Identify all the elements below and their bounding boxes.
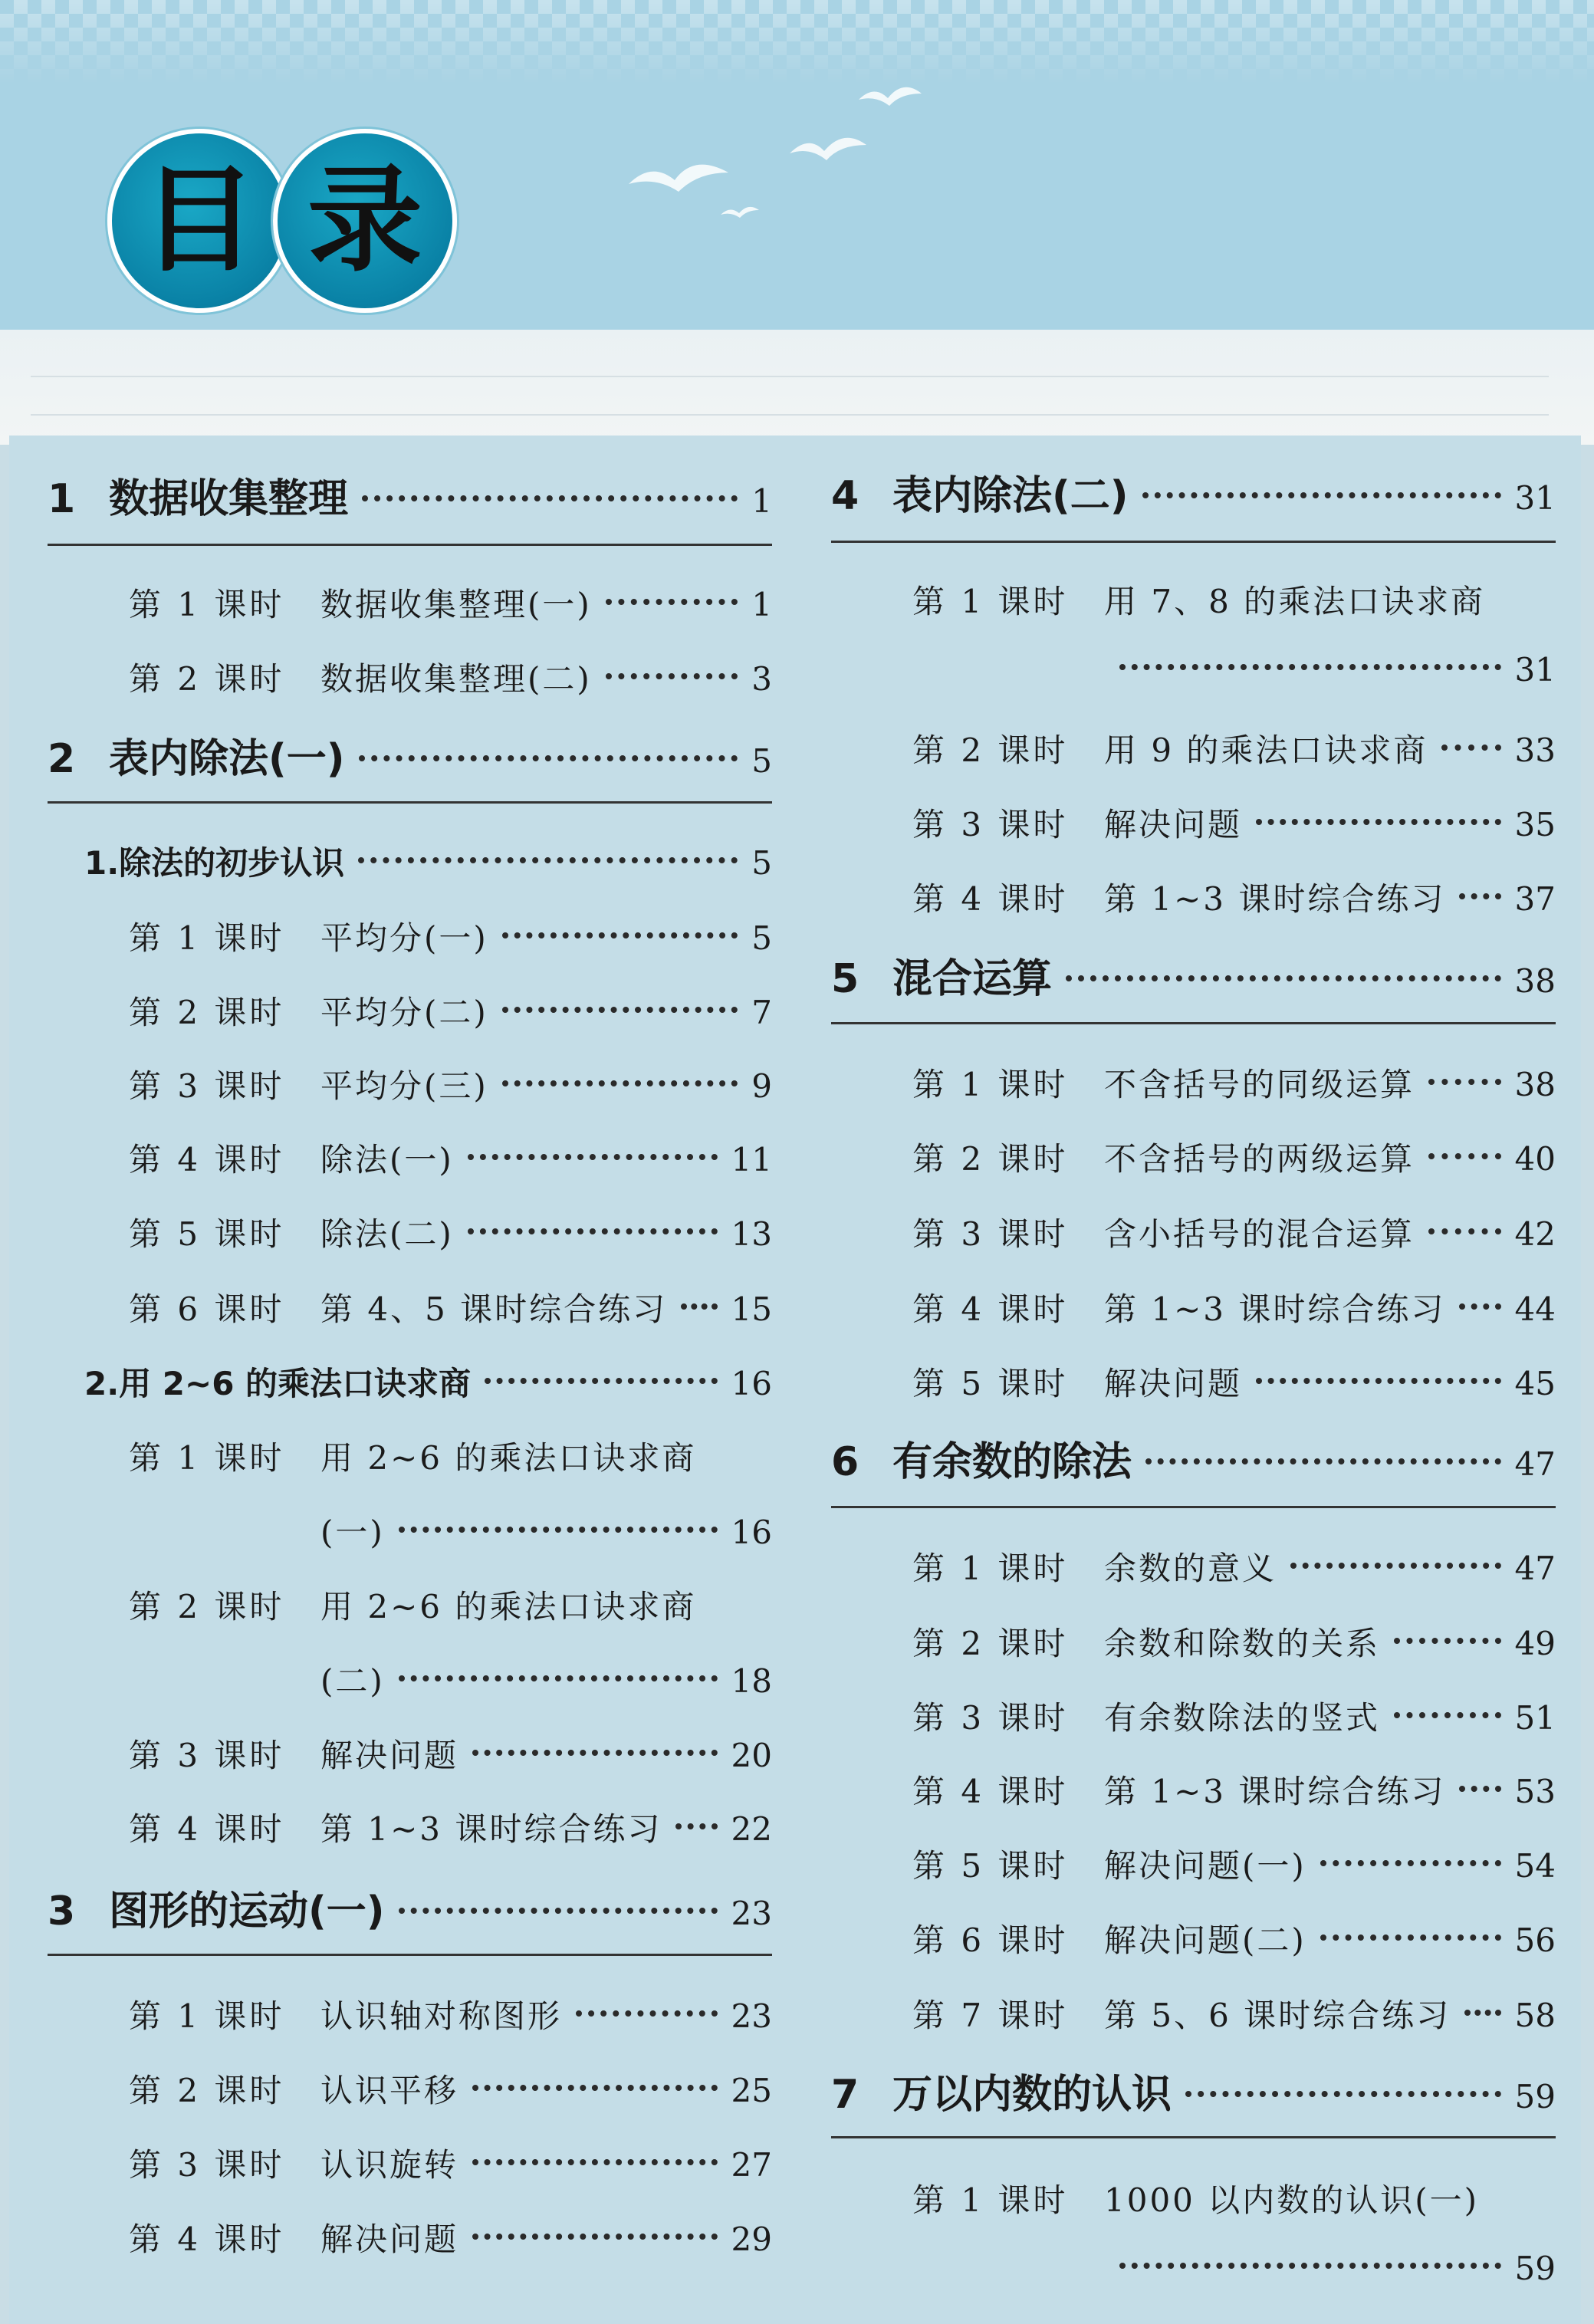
page-number: 5 — [751, 844, 772, 882]
page-number: 45 — [1514, 1365, 1556, 1402]
dot-leader — [502, 932, 738, 938]
lesson-label: 第 6 课时 — [912, 1921, 1069, 1959]
dot-leader — [1394, 1712, 1501, 1718]
toc-lesson[interactable] — [912, 1693, 1556, 1739]
lesson-title: 除法(一) — [320, 1141, 454, 1178]
lesson-label: 第 3 课时 — [912, 1215, 1069, 1253]
lesson-label: 第 6 课时 — [129, 1290, 285, 1328]
dot-leader — [399, 1908, 718, 1914]
lesson-title: 解决问题 — [320, 1737, 459, 1774]
page-number: 38 — [1514, 1066, 1556, 1103]
dot-leader — [1320, 1860, 1501, 1866]
dot-leader — [1256, 1378, 1501, 1384]
lesson-label: 第 1 课时 — [129, 1439, 285, 1477]
dot-leader — [1142, 492, 1501, 498]
dot-leader — [1119, 664, 1501, 670]
faded-strip — [0, 330, 1594, 445]
lesson-label: 第 2 课时 — [912, 1625, 1069, 1662]
dot-leader — [1066, 975, 1501, 981]
lesson-label: 第 1 课时 — [912, 2181, 1069, 2219]
dot-leader — [681, 1303, 717, 1310]
title-char-mu: 目 — [107, 129, 291, 313]
dot-leader — [485, 1378, 717, 1384]
page-number: 16 — [731, 1365, 772, 1402]
lesson-label: 第 4 课时 — [129, 1810, 285, 1848]
toc-lesson[interactable] — [912, 577, 1556, 623]
dot-leader — [399, 1527, 718, 1533]
dot-leader — [1459, 1303, 1500, 1310]
chapter-number: 2 — [48, 736, 76, 782]
lesson-title: 平均分(二) — [320, 994, 488, 1031]
header-banner — [0, 0, 1594, 330]
page-number: 58 — [1514, 1997, 1556, 2034]
page-number: 31 — [1514, 651, 1556, 689]
page-number: 37 — [1514, 880, 1556, 918]
toc-section[interactable] — [84, 838, 772, 884]
dot-leader — [358, 857, 738, 863]
toc-lesson-continued[interactable] — [1119, 2250, 1556, 2287]
chapter-number: 6 — [831, 1439, 859, 1485]
dot-leader — [1320, 1934, 1501, 1941]
chapter-1[interactable] — [48, 466, 772, 524]
dot-leader — [1428, 1153, 1501, 1159]
toc-lesson[interactable] — [129, 1991, 772, 2037]
dot-leader — [1290, 1563, 1501, 1569]
chapter-rule — [48, 801, 772, 804]
toc-lesson[interactable] — [129, 1433, 772, 1479]
dot-leader — [1428, 1079, 1501, 1085]
lesson-title: 解决问题(一) — [1104, 1847, 1306, 1885]
lesson-title: 1000 以内数的认识(一) — [1104, 2181, 1480, 2219]
page-number: 23 — [731, 1895, 772, 1932]
lesson-label: 第 4 课时 — [912, 880, 1069, 918]
title-char-lu: 录 — [273, 129, 457, 313]
page-number: 59 — [1514, 2078, 1556, 2115]
toc-lesson[interactable] — [912, 1915, 1556, 1961]
lesson-label: 第 2 课时 — [129, 1588, 285, 1625]
page-number: 47 — [1514, 1445, 1556, 1483]
toc-lesson[interactable] — [129, 1284, 772, 1330]
lesson-label: 第 1 课时 — [129, 919, 285, 957]
dot-leader — [1441, 745, 1500, 751]
chapter-rule — [831, 1022, 1556, 1024]
chapter-title: 有余数的除法 — [892, 1439, 1132, 1485]
lesson-label: 第 1 课时 — [912, 1550, 1069, 1587]
toc-lesson[interactable] — [129, 1731, 772, 1777]
dot-leader — [606, 673, 738, 679]
lesson-label: 第 7 课时 — [912, 1997, 1069, 2034]
lesson-title: 认识旋转 — [320, 2146, 459, 2184]
page-number: 59 — [1514, 2250, 1556, 2287]
lesson-title: 解决问题 — [320, 2220, 459, 2258]
toc-lesson[interactable] — [912, 800, 1556, 846]
page-number: 16 — [731, 1514, 772, 1551]
page-number: 7 — [751, 994, 772, 1031]
page-number: 23 — [731, 1997, 772, 2035]
lesson-title: 用 7、8 的乘法口诀求商 — [1104, 583, 1486, 620]
lesson-label: 第 1 课时 — [912, 1066, 1069, 1103]
dot-leader — [468, 1154, 718, 1160]
lesson-label: 第 3 课时 — [129, 2146, 285, 2184]
lesson-title: 第 1~3 课时综合练习 — [320, 1810, 662, 1848]
dot-leader — [576, 2010, 718, 2017]
lesson-title: 解决问题 — [1104, 806, 1243, 843]
lesson-title: 数据收集整理(一) — [320, 586, 592, 623]
lesson-title: 不含括号的两级运算 — [1104, 1140, 1415, 1178]
lesson-title: 用 2~6 的乘法口诀求商 — [320, 1588, 697, 1625]
chapter-title: 万以内数的认识 — [892, 2072, 1172, 2118]
lesson-label: 第 3 课时 — [912, 1699, 1069, 1737]
chapter-rule — [48, 544, 772, 546]
lesson-title: 第 4、5 课时综合练习 — [320, 1290, 668, 1328]
lesson-label: 第 5 课时 — [912, 1365, 1069, 1402]
page-number: 15 — [731, 1290, 772, 1328]
page-number: 3 — [751, 660, 772, 698]
dot-leader — [502, 1080, 738, 1086]
page-number: 53 — [1514, 1773, 1556, 1810]
toc-lesson[interactable] — [129, 1804, 772, 1850]
lesson-label: 第 3 课时 — [912, 806, 1069, 843]
page-number: 9 — [751, 1067, 772, 1105]
dot-leader — [468, 1228, 718, 1234]
toc-lesson[interactable] — [129, 2066, 772, 2112]
toc-lesson[interactable] — [912, 1060, 1556, 1106]
lesson-title: 平均分(一) — [320, 919, 488, 957]
toc-lesson[interactable] — [912, 2175, 1556, 2221]
page-number: 42 — [1514, 1215, 1556, 1253]
page-number: 1 — [751, 586, 772, 623]
toc-lesson[interactable] — [912, 1619, 1556, 1665]
lesson-title: 认识轴对称图形 — [320, 1997, 563, 2035]
page-number: 51 — [1514, 1699, 1556, 1737]
lesson-label: 第 1 课时 — [129, 1997, 285, 2035]
chapter-title: 表内除法(一) — [109, 736, 345, 782]
page-number: 11 — [731, 1141, 772, 1178]
dot-leader — [1464, 2010, 1500, 2016]
lesson-title: 解决问题 — [1104, 1365, 1243, 1402]
page-number: 40 — [1514, 1140, 1556, 1178]
page-number: 25 — [731, 2072, 772, 2109]
lesson-title: 有余数除法的竖式 — [1104, 1699, 1381, 1737]
lesson-title: 用 9 的乘法口诀求商 — [1104, 731, 1428, 769]
chapter-number: 5 — [831, 956, 859, 1002]
lesson-title-continued: (一) — [320, 1514, 385, 1551]
page-number: 5 — [751, 742, 772, 780]
toc-lesson[interactable] — [912, 1543, 1556, 1589]
dot-leader — [1459, 1786, 1500, 1792]
lesson-title: 除法(二) — [320, 1215, 454, 1253]
chapter-number: 1 — [48, 476, 76, 522]
chapter-rule — [831, 1506, 1556, 1508]
dot-leader — [472, 2234, 718, 2240]
page-number: 5 — [751, 919, 772, 957]
chapter-number: 4 — [831, 473, 859, 519]
page-number: 13 — [731, 1215, 772, 1253]
dot-leader — [502, 1007, 738, 1013]
lesson-title: 解决问题(二) — [1104, 1921, 1306, 1959]
section-title: 1.除法的初步认识 — [84, 844, 345, 882]
chapter-rule — [831, 2136, 1556, 2138]
dot-leader — [1256, 819, 1501, 825]
strip-divider — [31, 414, 1549, 416]
toc-lesson[interactable] — [129, 1061, 772, 1107]
page-number: 1 — [751, 482, 772, 520]
toc-lesson[interactable] — [129, 654, 772, 700]
toc-lesson[interactable] — [912, 1841, 1556, 1887]
chapter-title: 数据收集整理 — [109, 476, 349, 522]
toc-lesson-continued[interactable] — [320, 1656, 772, 1702]
lesson-label: 第 5 课时 — [129, 1215, 285, 1253]
dot-leader — [472, 2085, 718, 2091]
toc-lesson[interactable] — [129, 913, 772, 959]
chapter-6[interactable] — [831, 1429, 1556, 1487]
section-title: 2.用 2~6 的乘法口诀求商 — [84, 1365, 472, 1402]
lesson-title: 不含括号的同级运算 — [1104, 1066, 1415, 1103]
page-number: 49 — [1514, 1625, 1556, 1662]
page-number: 27 — [731, 2146, 772, 2184]
lesson-label: 第 4 课时 — [912, 1290, 1069, 1328]
dot-leader — [606, 599, 738, 605]
lesson-label: 第 2 课时 — [129, 994, 285, 1031]
lesson-title: 余数的意义 — [1104, 1550, 1277, 1587]
lesson-label: 第 1 课时 — [129, 586, 285, 623]
page-number: 31 — [1514, 479, 1556, 517]
toc-lesson-continued[interactable] — [1119, 651, 1556, 689]
lesson-title: 第 1~3 课时综合练习 — [1104, 880, 1446, 918]
lesson-title: 第 1~3 课时综合练习 — [1104, 1290, 1446, 1328]
chapter-4[interactable] — [831, 463, 1556, 521]
dot-leader — [1394, 1638, 1501, 1644]
lesson-label: 第 2 课时 — [912, 731, 1069, 769]
toc-section[interactable] — [84, 1359, 772, 1405]
dot-leader — [1428, 1228, 1501, 1234]
lesson-title: 平均分(三) — [320, 1067, 488, 1105]
page-number: 22 — [731, 1810, 772, 1848]
toc-lesson[interactable] — [129, 1209, 772, 1255]
dot-leader — [399, 1675, 718, 1681]
chapter-rule — [48, 1954, 772, 1956]
lesson-label: 第 3 课时 — [129, 1737, 285, 1774]
page-number: 54 — [1514, 1847, 1556, 1885]
lesson-label: 第 4 课时 — [912, 1773, 1069, 1810]
toc-lesson[interactable] — [912, 1134, 1556, 1180]
page-number: 56 — [1514, 1921, 1556, 1959]
lesson-label: 第 2 课时 — [912, 1140, 1069, 1178]
lesson-label: 第 2 课时 — [129, 2072, 285, 2109]
dot-leader — [362, 495, 738, 501]
dot-leader — [1119, 2263, 1501, 2269]
page-number: 18 — [731, 1662, 772, 1700]
toc-lesson[interactable] — [129, 1135, 772, 1181]
lesson-title: 数据收集整理(二) — [320, 660, 592, 698]
chapter-7[interactable] — [831, 2062, 1556, 2119]
toc-lesson-continued[interactable] — [320, 1507, 772, 1553]
page-number: 47 — [1514, 1550, 1556, 1587]
page-number: 20 — [731, 1737, 772, 1774]
chapter-title: 混合运算 — [892, 956, 1053, 1002]
page-number: 35 — [1514, 806, 1556, 843]
dot-leader — [675, 1823, 717, 1829]
chapter-2[interactable] — [48, 726, 772, 784]
toc-lesson[interactable] — [912, 1990, 1556, 2036]
lesson-title: 第 5、6 课时综合练习 — [1104, 1997, 1451, 2034]
lesson-label: 第 4 课时 — [129, 1141, 285, 1178]
toc-lesson[interactable] — [129, 1582, 772, 1628]
dot-leader — [1145, 1458, 1501, 1464]
lesson-label: 第 1 课时 — [912, 583, 1069, 620]
dot-leader — [359, 755, 738, 761]
chapter-number: 7 — [831, 2072, 859, 2118]
toc-lesson[interactable] — [129, 580, 772, 626]
toc-lesson[interactable] — [129, 988, 772, 1034]
dot-leader — [472, 1750, 718, 1756]
lesson-title-continued: (二) — [320, 1662, 385, 1700]
lesson-label: 第 2 课时 — [129, 660, 285, 698]
toc-lesson[interactable] — [912, 874, 1556, 920]
chapter-5[interactable] — [831, 946, 1556, 1004]
lesson-label: 第 3 课时 — [129, 1067, 285, 1105]
chapter-title: 表内除法(二) — [892, 473, 1129, 519]
dot-leader — [472, 2159, 718, 2165]
page-number: 44 — [1514, 1290, 1556, 1328]
chapter-number: 3 — [48, 1888, 76, 1934]
toc-lesson[interactable] — [912, 1209, 1556, 1255]
page-number: 38 — [1514, 962, 1556, 1000]
dot-leader — [1185, 2091, 1501, 2097]
strip-divider — [31, 376, 1549, 377]
chapter-3[interactable] — [48, 1879, 772, 1936]
lesson-label: 第 4 课时 — [129, 2220, 285, 2258]
lesson-title: 含小括号的混合运算 — [1104, 1215, 1415, 1253]
page-number: 33 — [1514, 731, 1556, 769]
toc-lesson[interactable] — [912, 1284, 1556, 1330]
toc-lesson[interactable] — [912, 1359, 1556, 1405]
lesson-title: 认识平移 — [320, 2072, 459, 2109]
page-number: 29 — [731, 2220, 772, 2258]
toc-lesson[interactable] — [129, 2140, 772, 2186]
lesson-title: 第 1~3 课时综合练习 — [1104, 1773, 1446, 1810]
lesson-title: 用 2~6 的乘法口诀求商 — [320, 1439, 697, 1477]
chapter-title: 图形的运动(一) — [109, 1888, 385, 1934]
toc-lesson[interactable] — [129, 2214, 772, 2260]
toc-lesson[interactable] — [912, 1767, 1556, 1813]
toc-lesson[interactable] — [912, 725, 1556, 771]
lesson-label: 第 5 课时 — [912, 1847, 1069, 1885]
chapter-rule — [831, 541, 1556, 543]
dot-leader — [1459, 893, 1500, 899]
lesson-title: 余数和除数的关系 — [1104, 1625, 1381, 1662]
seagulls-icon — [613, 69, 958, 238]
